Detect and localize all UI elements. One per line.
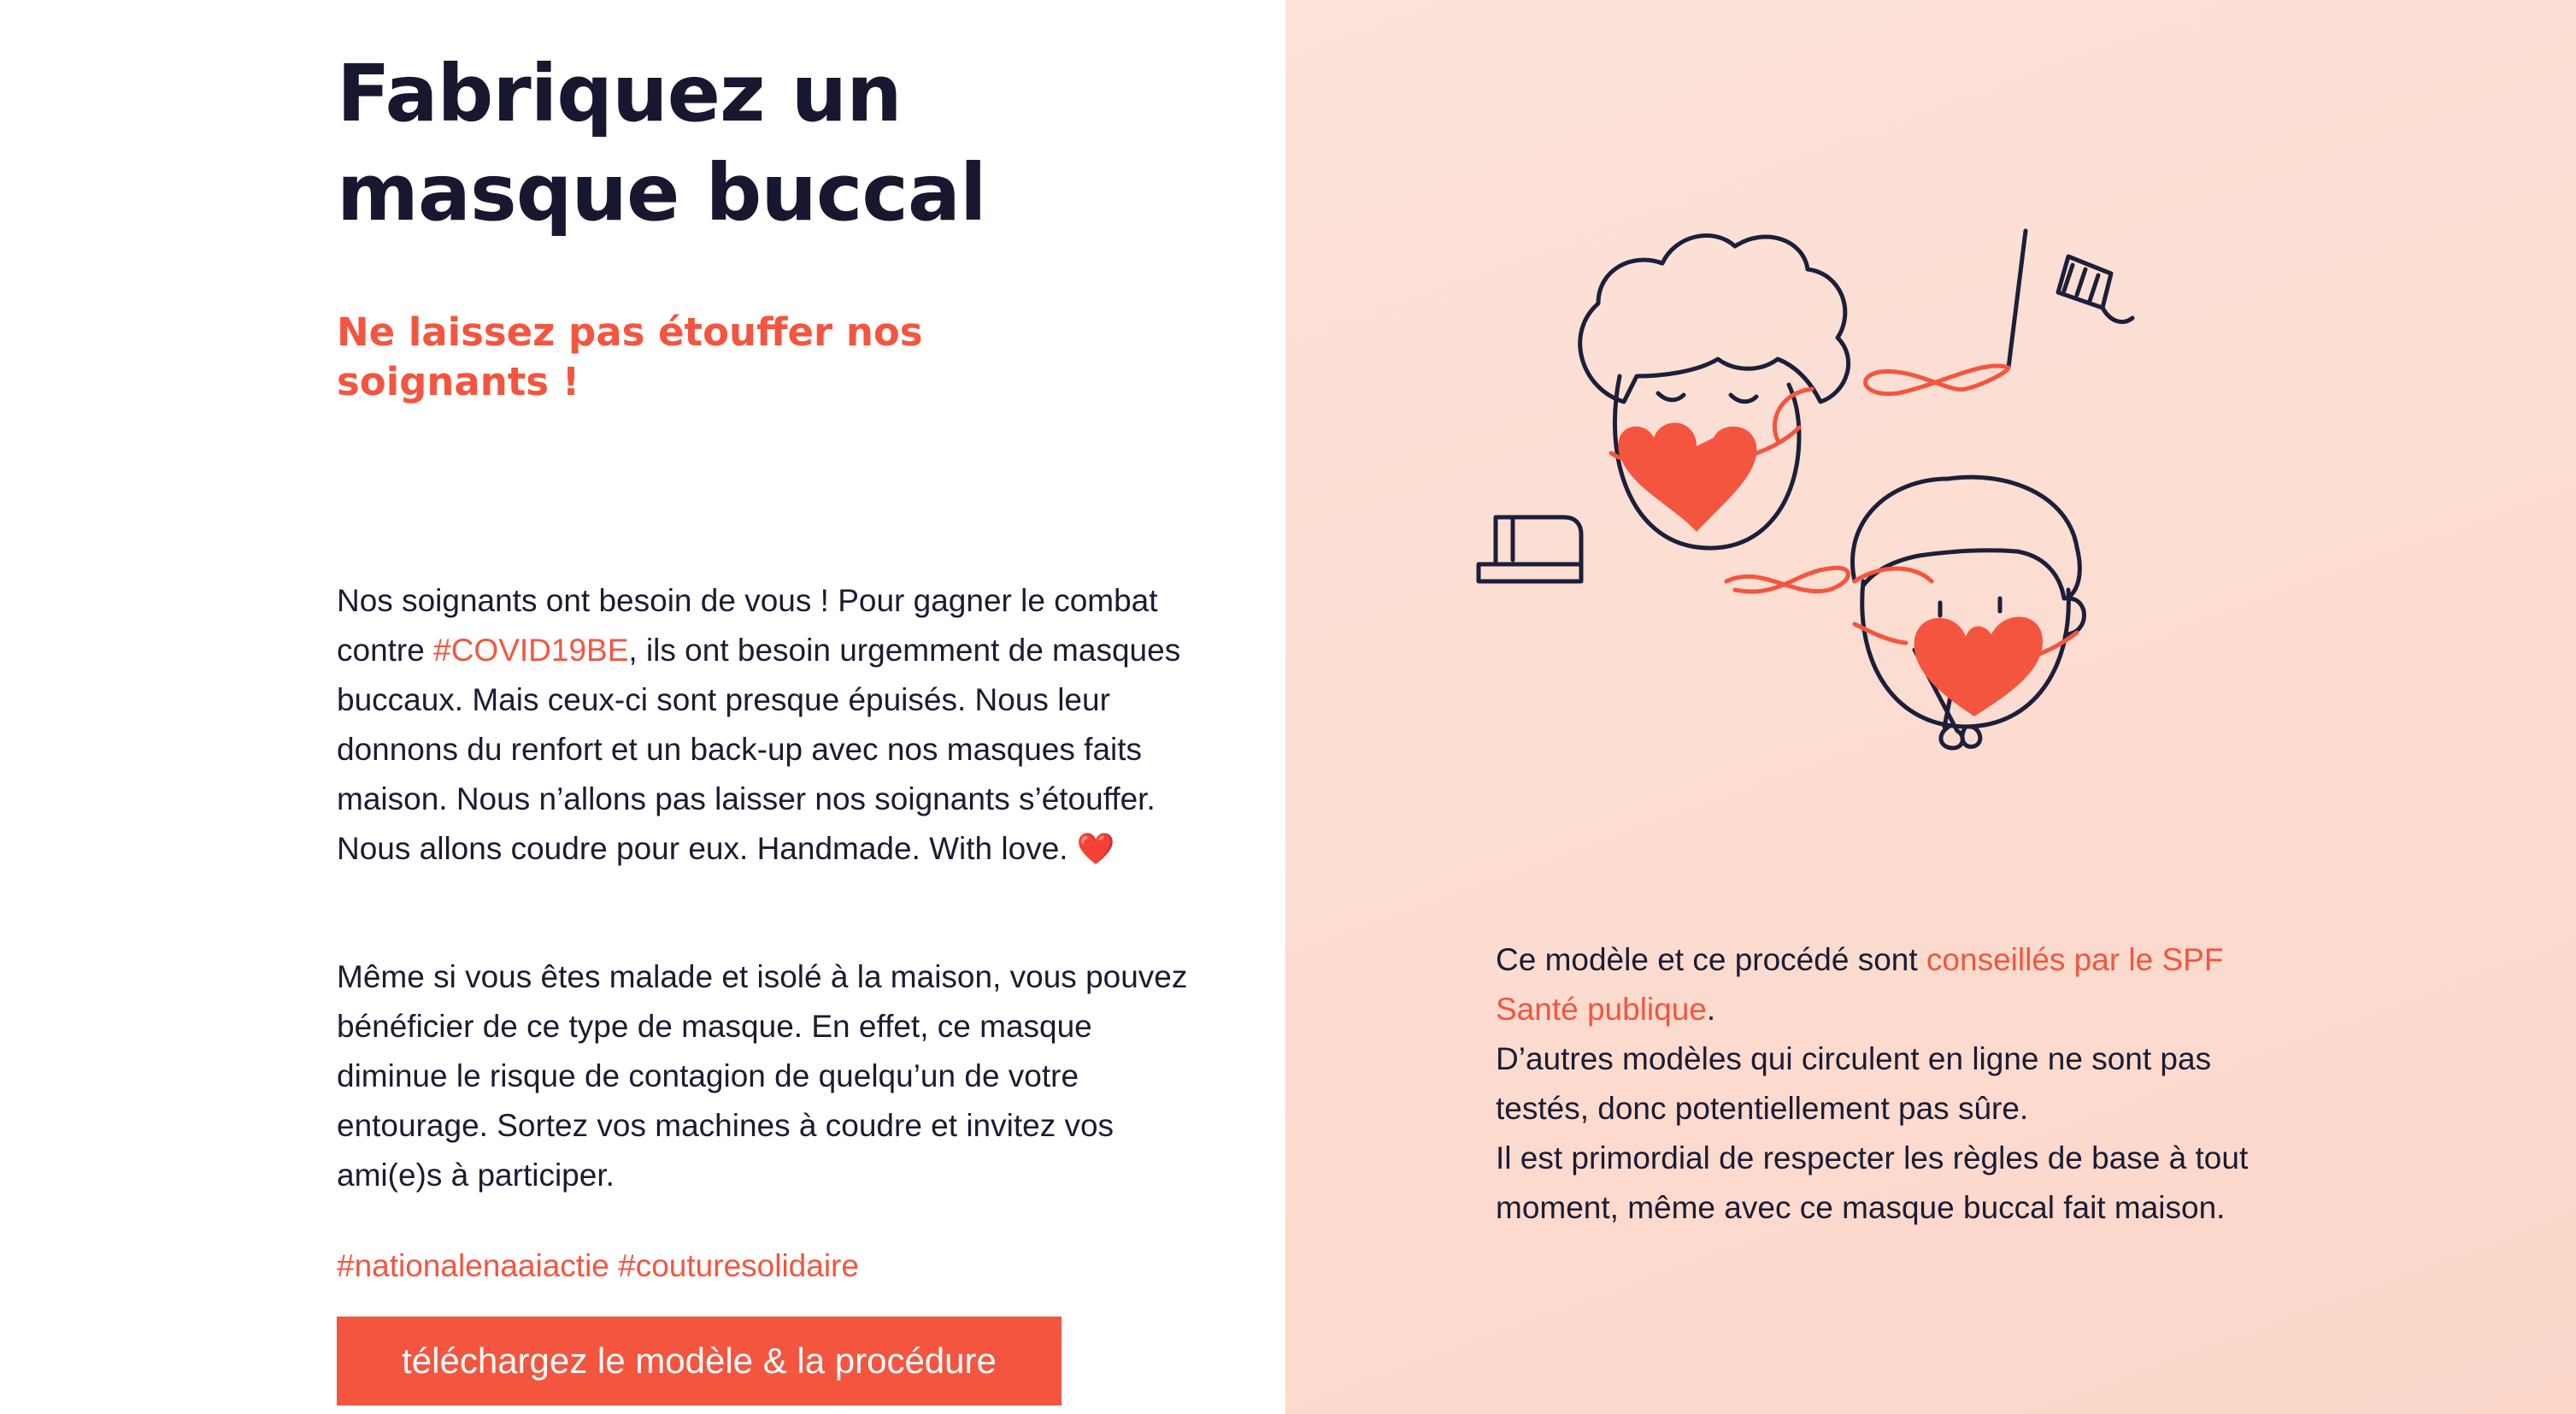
left-column <box>0 0 1285 1414</box>
mask-illustration <box>1453 222 2188 821</box>
thread-bottom <box>1726 568 1932 592</box>
woman-eye-left <box>1658 393 1684 400</box>
intro-text-start: Nos soignants ont besoin de vous ! Pour gagner le combat contre <box>337 583 1158 668</box>
page-subtitle: Ne laissez pas étouffer nos soignants ! <box>337 309 923 404</box>
spool <box>2058 256 2111 308</box>
man-mask-strap-left <box>1855 624 1906 643</box>
heart-icon: ❤️ <box>1076 831 1115 866</box>
hashtag-link-nationalenaaiactie[interactable]: #nationalenaaiactie <box>337 1248 609 1283</box>
intro-paragraph <box>337 576 1191 874</box>
woman-eye-right <box>1731 395 1756 402</box>
page-title: Fabriquez un masque buccal <box>337 48 986 239</box>
contagion-paragraph: Même si vous êtes malade et isolé à la maison, vous pouvez bénéficier de ce type de masque. En effet, ce masque diminue le risque de contagion de quelqu’un de votre entourage. Sortez vos machines à coudre et invitez vos ami(e)s à participer. <box>337 959 1188 1193</box>
intro-text-end: , ils ont besoin urgemment de masques buccaux. Mais ceux-ci sont presque épuisés. Nous leur donnons du renfort et un back-up avec nos masques faits maison. Nous n’allons pas laisser nos soignants s’étouffer. Nous allons coudre pour eux. Handmade. With love. <box>337 633 1181 866</box>
info-text-start: Ce modèle et ce procédé sont <box>1496 942 1926 977</box>
man-heart-mask <box>1914 616 2043 716</box>
sewing-machine <box>1479 517 1581 581</box>
spool-thread <box>2103 308 2132 321</box>
hashtag-link-couturesolidaire[interactable]: #couturesolidaire <box>618 1248 859 1283</box>
info-paragraph <box>1496 935 2265 1233</box>
woman-heart-mask <box>1618 423 1756 532</box>
info-untested-models: D’autres modèles qui circulent en ligne ne sont pas testés, donc potentiellement pas sûre. <box>1496 1041 2212 1126</box>
spf-health-link[interactable]: conseillés par le SPF Santé publique <box>1496 942 2224 1027</box>
covid-hashtag-link[interactable]: #COVID19BE <box>433 633 629 668</box>
info-basic-rules: Il est primordial de respecter les règles de base à tout moment, même avec ce masque buccal fait maison. <box>1496 1140 2249 1225</box>
man-hair <box>1853 477 2080 598</box>
download-pattern-button[interactable]: téléchargez le modèle & la procédure <box>337 1317 1062 1405</box>
needle <box>2008 231 2026 368</box>
thread-top <box>1866 366 2008 394</box>
info-text-end: . <box>1706 992 1716 1027</box>
hashtags <box>337 1241 1191 1291</box>
